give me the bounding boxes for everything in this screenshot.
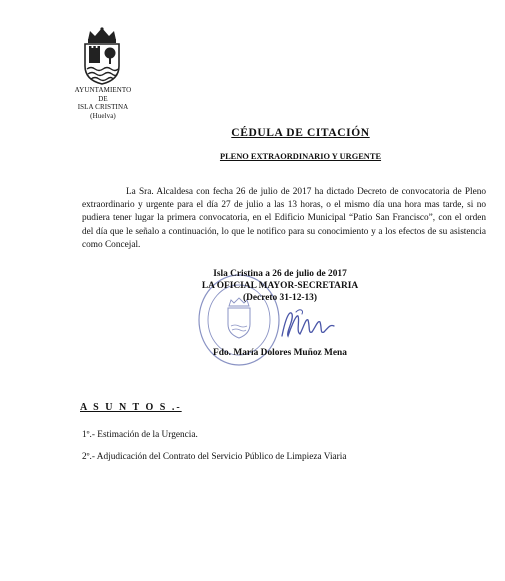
document-title: CÉDULA DE CITACIÓN [231,127,370,139]
org-line: AYUNTAMIENTO [74,86,132,94]
signer-name: Fdo. María Dolores Muñoz Mena [213,348,347,358]
signer-role: LA OFICIAL MAYOR-SECRETARIA [201,281,359,292]
handwritten-signature [278,306,340,340]
agenda-item: 2º.- Adjudicación del Contrato del Servicio Público de Limpieza Viaria [82,452,347,462]
body-paragraph: La Sra. Alcaldesa con fecha 26 de julio de 2017 ha dictado Decreto de convocatoria de Pleno extraordinario y urgente para el día 27 de julio a las 13 horas, o el mismo día una hora mas tarde, si no pudiera tener lugar la primera convocatoria, en el Edificio Municipal “Patio San Francisco”, con el orden del día que le señalo a continuación, lo que le notifico para su conocimiento y a los efectos de su asistencia como Concejal. [82,187,486,250]
org-line: DE [98,94,108,103]
signature-block [150,268,410,305]
document-subtitle: PLENO EXTRAORDINARIO Y URGENTE [219,152,382,161]
organization-name [58,86,148,120]
decree-reference: (Decreto 31-12-13) [242,293,317,304]
asuntos-heading: A S U N T O S .- [80,402,182,413]
coat-of-arms-icon [80,26,124,86]
agenda-item: 1º.- Estimación de la Urgencia. [82,430,198,440]
org-line: ISLA CRISTINA [77,103,129,112]
org-line: (Huelva) [90,111,116,120]
place-date: Isla Cristina a 26 de julio de 2017 [213,269,347,279]
